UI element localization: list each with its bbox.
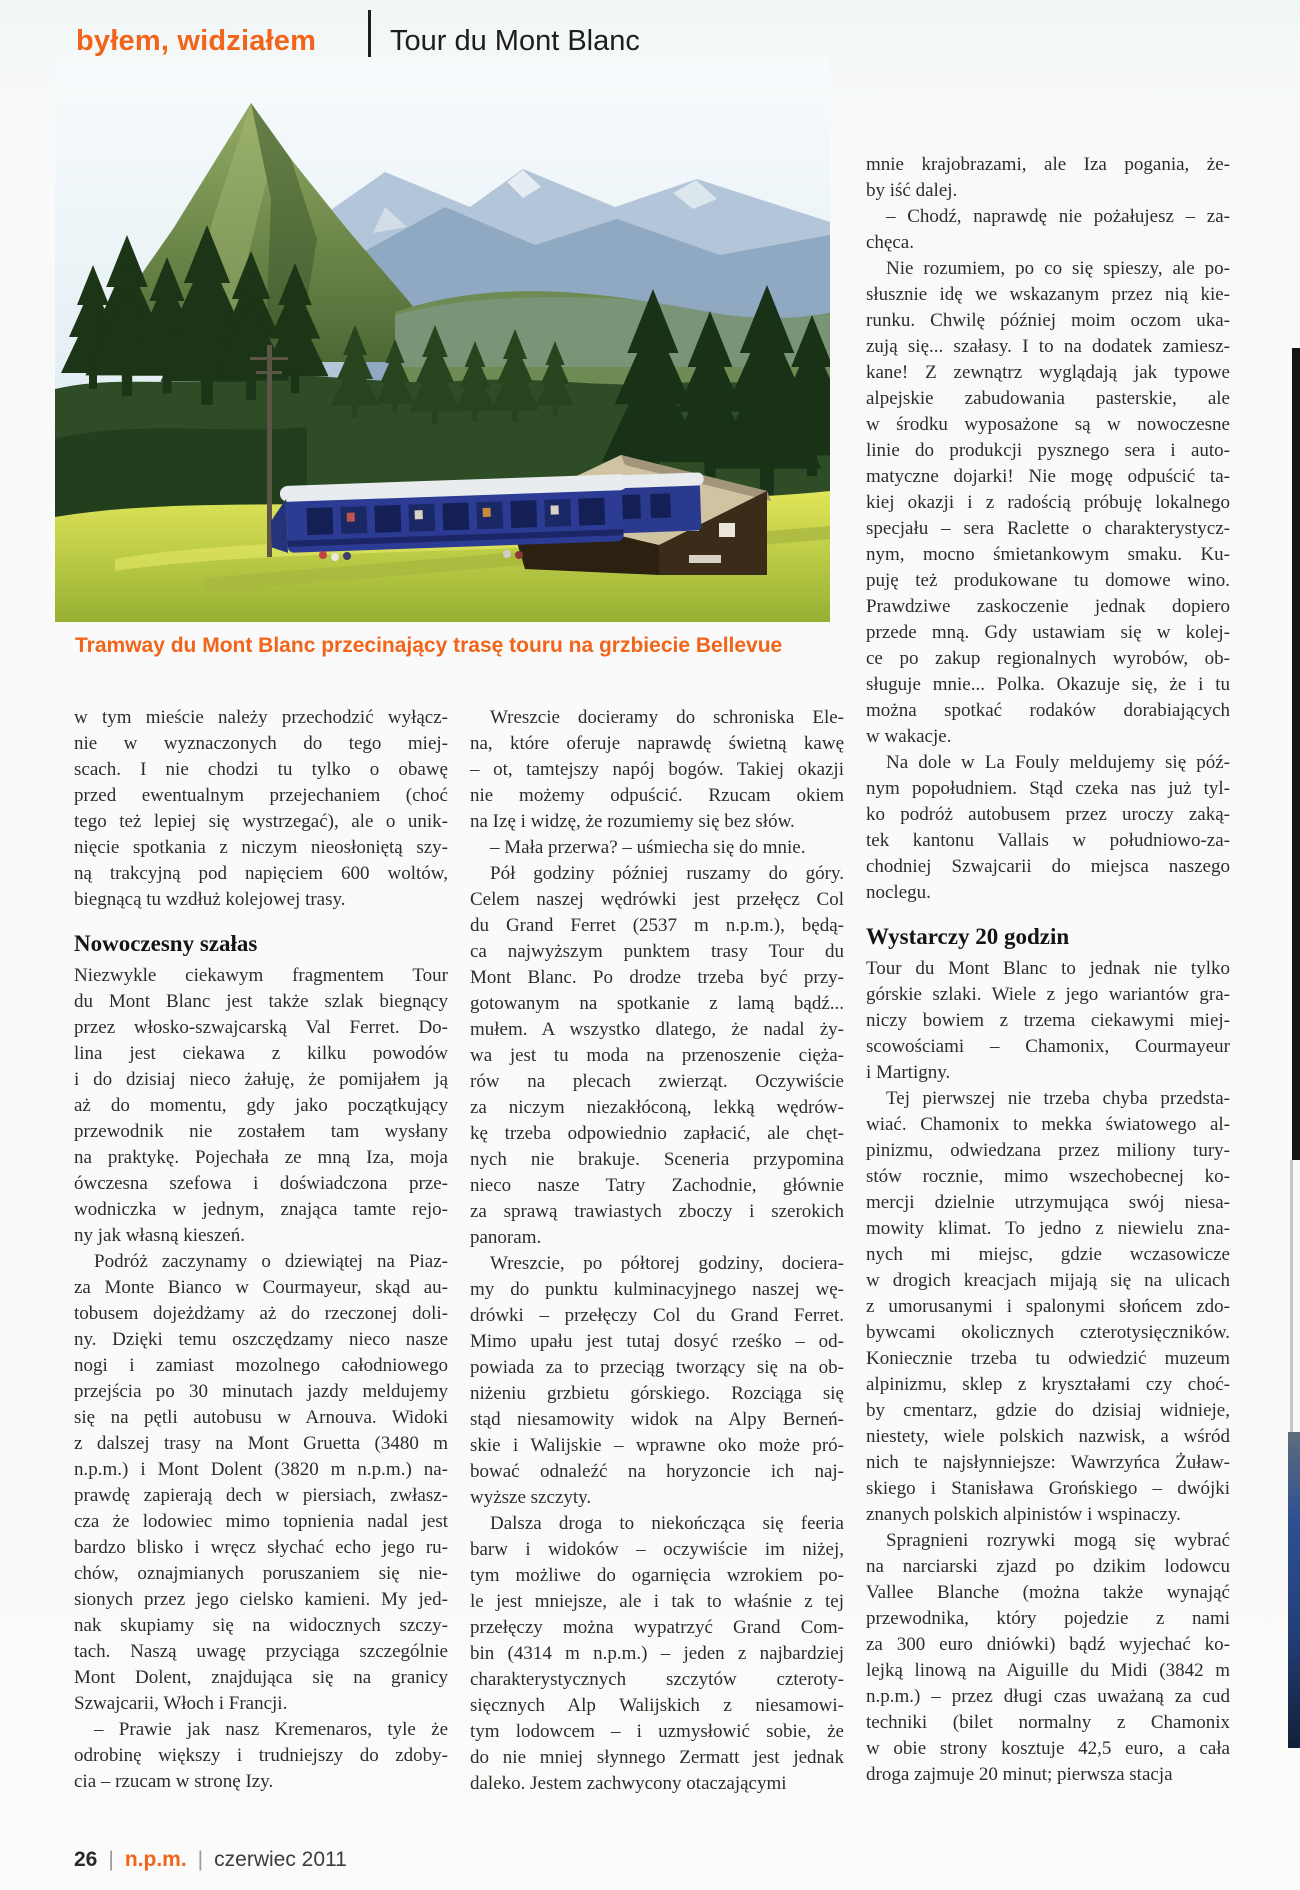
text-line: na Izę i widzę, że rozumiemy się bez słów.	[470, 811, 795, 832]
text-line: alpinizmu, sklep z kryształami czy choć-	[866, 1374, 1230, 1395]
text-line: charakterystycznych szczytów czteroty-	[470, 1669, 844, 1690]
text-line: linie do produkcji pysznego sera i auto-	[866, 440, 1230, 461]
text-line: specjału – sera Raclette o charakterystycz-	[866, 518, 1230, 539]
text-line: tobusem dojeżdżamy aż do rzeczonej doli-	[74, 1303, 448, 1324]
text-line: nie możemy odpuścić. Rzucam okiem	[470, 785, 844, 806]
text-line: Prawdziwe zaskoczenie jednak dopiero	[866, 596, 1230, 617]
text-line: na narciarski zjazd po dzikim lodowcu	[866, 1556, 1230, 1577]
text-line: w obie strony kosztuje 42,5 euro, a cała	[866, 1738, 1230, 1759]
text-line: mułem. A wszystko dlatego, że nadal ży-	[470, 1019, 844, 1040]
text-line: słusznie idę we wskazanym przez nią kie-	[866, 284, 1230, 305]
paragraph	[470, 861, 844, 1251]
text-line: tym możliwe do ogarnięcia wzrokiem po-	[470, 1565, 844, 1586]
text-line: le jest mniejsze, ale i tak to właśnie z tej	[470, 1591, 844, 1612]
footer-separator: |	[197, 1848, 204, 1871]
text-line: Pół godziny później ruszamy do góry.	[490, 863, 844, 884]
text-line: nak skupiamy się na widocznych szczy-	[74, 1615, 448, 1636]
text-line: alpejskie zabudowania pasterskie, ale	[866, 388, 1230, 409]
text-line: skie i Walijskie – wprawne oko może pró-	[470, 1435, 844, 1456]
text-line: nym popołudniem. Stąd czeka nas już tyl-	[866, 778, 1230, 799]
text-line: lina jest ciekawa z kilku powodów	[74, 1043, 448, 1064]
text-line: cza że lodowiec mimo topnienia nadal jest	[74, 1511, 448, 1532]
paragraph	[866, 152, 1230, 204]
text-line: zują się... szałasy. I to na dodatek zamiesz-	[866, 336, 1230, 357]
text-line: bardzo blisko i wręcz słychać echo jego ru-	[74, 1537, 448, 1558]
text-line: mnie krajobrazami, ale Iza pogania, że-	[866, 154, 1230, 175]
text-line: za 300 euro dniówki) bądź wyjechać ko-	[866, 1634, 1230, 1655]
text-line: przed ewentualnym przejechaniem (choć	[74, 785, 448, 806]
text-line: ca najwyższym punktem trasy Tour du	[470, 941, 844, 962]
text-line: Koniecznie trzeba tu odwiedzić muzeum	[866, 1348, 1230, 1369]
text-line: tek kantonu Vallais w południowo-za-	[866, 830, 1230, 851]
text-line: Tej pierwszej nie trzeba chyba przedsta-	[886, 1088, 1230, 1109]
text-line: chodniej Szwajcarii do miejsca naszego	[866, 856, 1230, 877]
paragraph	[866, 1086, 1230, 1528]
text-line: tym lodowcem – i uzmysłowić sobie, że	[470, 1721, 844, 1742]
paragraph	[866, 750, 1230, 906]
paragraph	[74, 1717, 448, 1795]
text-line: barw i widoków – oczywiście im niżej,	[470, 1539, 844, 1560]
paragraph	[866, 1528, 1230, 1788]
text-line: Niezwykle ciekawym fragmentem Tour	[74, 965, 448, 986]
text-line: i do dzisiaj nieco żałuję, że pomijałem ją	[74, 1069, 448, 1090]
paragraph	[470, 1511, 844, 1797]
text-line: Mont Dolent, znajdująca się na granicy	[74, 1667, 448, 1688]
text-line: nie w wyznaczonych do tego miej-	[74, 733, 448, 754]
text-line: stów rocznie, mimo wszechobecnej ko-	[866, 1166, 1230, 1187]
article-column-1	[74, 705, 448, 1795]
text-line: ny. Dzięki temu oszczędzamy nieco nasze	[74, 1329, 448, 1350]
section-label: byłem, widziałem	[76, 25, 317, 57]
text-line: Mont Blanc. Po drodze trzeba być przy-	[470, 967, 844, 988]
text-line: Wreszcie, po półtorej godziny, dociera-	[490, 1253, 844, 1274]
paragraph	[74, 705, 448, 913]
text-line: Dalsza droga to niekończąca się feeria	[490, 1513, 844, 1534]
text-line: mowity klimat. To jedno z niewielu zna-	[866, 1218, 1230, 1239]
text-line: du Grand Ferret (2537 m n.p.m.), będą-	[470, 915, 844, 936]
section-heading: Nowoczesny szałas	[74, 931, 258, 956]
paragraph	[866, 256, 1230, 750]
text-line: noclegu.	[866, 882, 931, 903]
text-line: się na pętli autobusu w Arnouva. Widoki	[74, 1407, 448, 1428]
text-line: cia – rzucam w stronę Izy.	[74, 1771, 274, 1792]
text-line: ko podróż autobusem przez uroczy zaką-	[866, 804, 1230, 825]
text-line: sługuje mnie... Polka. Okazuje się, że i tu	[866, 674, 1230, 695]
text-line: Nie rozumiem, po co się spieszy, ale po-	[886, 258, 1230, 279]
paragraph	[74, 1249, 448, 1717]
text-line: nieco nasze Tatry Zachodnie, głównie	[470, 1175, 844, 1196]
text-line: pinizmu, odwiedzana przez miliony tury-	[866, 1140, 1230, 1161]
text-line: Mimo upału jest tutaj dosyć rześko – od-	[470, 1331, 844, 1352]
text-line: – Mała przerwa? – uśmiecha się do mnie.	[490, 837, 806, 858]
photo-caption: Tramway du Mont Blanc przecinający trasę touru na grzbiecie Bellevue	[75, 634, 783, 657]
text-line: wiać. Chamonix to mekka światowego al-	[866, 1114, 1230, 1135]
text-line: sionych przez jego cielsko kamieni. My jed-	[74, 1589, 448, 1610]
paragraph	[470, 1251, 844, 1511]
text-line: n.p.m.) – przez długi czas uważaną za cud	[866, 1686, 1230, 1707]
text-line: puję też produkowane tu domowe wino.	[866, 570, 1230, 591]
text-line: wyższe szczyty.	[470, 1487, 592, 1508]
text-line: nym, mocno śmietankowym smaku. Ku-	[866, 544, 1230, 565]
paragraph	[470, 705, 844, 835]
text-line: przejścia po 30 minutach jazdy meldujemy	[74, 1381, 448, 1402]
text-line: w tym mieście należy przechodzić wyłącz-	[74, 707, 448, 728]
text-line: Vallee Blanche (można także wynająć	[866, 1582, 1230, 1603]
text-line: nych mi miejsc, gdzie wczasowicze	[866, 1244, 1230, 1265]
text-line: by iść dalej.	[866, 180, 958, 201]
text-line: tego też lepiej się wystrzegać), ale o unik-	[74, 811, 448, 832]
paragraph	[866, 956, 1230, 1086]
text-line: tach. Naszą uwagę przyciąga szczególnie	[74, 1641, 448, 1662]
magazine-name: n.p.m.	[124, 1848, 187, 1871]
text-line: bować odnaleźć na horyzoncie ich naj-	[470, 1461, 844, 1482]
article-photo	[55, 57, 830, 622]
text-line: chów, oznajmianych poruszaniem się nie-	[74, 1563, 448, 1584]
text-line: drówki – przełęczy Col du Grand Ferret.	[470, 1305, 844, 1326]
text-line: nych nie brakuje. Sceneria przypomina	[470, 1149, 844, 1170]
text-line: stąd niesamowity widok na Alpy Berneń-	[470, 1409, 844, 1430]
text-line: bin (4314 m n.p.m.) – jeden z najbardziej	[470, 1643, 844, 1664]
text-line: Wreszcie docieramy do schroniska Ele-	[490, 707, 844, 728]
text-line: za niczym niezakłóconą, lekką wędrów-	[470, 1097, 844, 1118]
text-line: kane! Z zewnątrz wyglądają jak typowe	[866, 362, 1230, 383]
text-line: w drogich kreacjach mijają się na ulicach	[866, 1270, 1230, 1291]
text-line: n.p.m.) i Mont Dolent (3820 m n.p.m.) na-	[74, 1459, 448, 1480]
text-line: niestety, wiele polskich nazwisk, a wśród	[866, 1426, 1230, 1447]
text-line: bywcami okolicznych czterotysięczników.	[866, 1322, 1230, 1343]
text-line: znanych polskich alpinistów i wspinaczy.	[866, 1504, 1181, 1525]
paragraph	[470, 835, 844, 861]
text-line: scach. I nie chodzi tu tylko o obawę	[74, 759, 448, 780]
text-line: skiego i Stanisława Grońskiego – dwójki	[866, 1478, 1230, 1499]
text-line: aż do momentu, gdy jako początkujący	[74, 1095, 448, 1116]
text-line: można spotkać rodaków dorabiających	[866, 700, 1230, 721]
text-line: niczy bowiem z trzema ciekawymi miej-	[866, 1010, 1230, 1031]
text-line: powiada za to przeciąg tworzący się na ob-	[470, 1357, 844, 1378]
text-line: górskie szlaki. Wiele z jego wariantów gra-	[866, 984, 1230, 1005]
text-line: – Chodź, naprawdę nie pożałujesz – za-	[886, 206, 1230, 227]
text-line: nięcie spotkania z niczym nieosłoniętą szy-	[74, 837, 448, 858]
text-line: za Monte Bianco w Courmayeur, skąd au-	[74, 1277, 448, 1298]
text-line: du Mont Blanc jest także szlak biegnący	[74, 991, 448, 1012]
text-line: techniki (bilet normalny z Chamonix	[866, 1712, 1230, 1733]
text-line: ny jak własną kieszeń.	[74, 1225, 245, 1246]
text-line: nich te najsłynniejsze: Wawrzyńca Żuław-	[866, 1452, 1230, 1473]
issue-date: czerwiec 2011	[214, 1848, 347, 1871]
text-line: do nie mniej słynnego Zermatt jest jednak	[470, 1747, 844, 1768]
footer-separator: |	[108, 1848, 114, 1871]
paragraph	[866, 204, 1230, 256]
article-column-2	[470, 705, 844, 1797]
text-line: Podróż zaczynamy o dziewiątej na Piaz-	[94, 1251, 448, 1272]
text-line: Tour du Mont Blanc to jednak nie tylko	[866, 958, 1230, 979]
text-line: by cmentarz, gdzie do dzisiaj widnieje,	[866, 1400, 1230, 1421]
text-line: przewodnika, który pojedzie z nami	[866, 1608, 1230, 1629]
text-line: chęca.	[866, 232, 914, 253]
text-line: runku. Chwilę później moim oczom uka-	[866, 310, 1230, 331]
text-line: – Prawie jak nasz Kremenaros, tyle że	[94, 1719, 448, 1740]
text-line: z umorusanymi i spalonymi słońcem zdo-	[866, 1296, 1230, 1317]
article-column-3	[866, 152, 1230, 1788]
text-line: wa jest tu moda na przenoszenie cięża-	[470, 1045, 844, 1066]
text-line: z dalszej trasy na Mont Gruetta (3480 m	[74, 1433, 448, 1454]
text-line: ce po zakup regionalnych wyrobów, ob-	[866, 648, 1230, 669]
text-line: Szwajcarii, Włoch i Francji.	[74, 1693, 288, 1714]
text-line: odrobinę większy i trudniejszy do zdoby-	[74, 1745, 448, 1766]
text-line: panoram.	[470, 1227, 542, 1248]
text-line: kiej okazji i z radością próbuję lokalnego	[866, 492, 1230, 513]
text-line: przełęczy można wypatrzyć Grand Com-	[470, 1617, 844, 1638]
text-line: w środku wyposażone są w nowoczesne	[866, 414, 1230, 435]
scan-edge-gray-line	[1290, 1160, 1293, 1432]
page-number: 26	[74, 1848, 98, 1871]
text-line: za sprawą trawiastych zboczy i szerokich	[470, 1201, 844, 1222]
text-line: ną trakcyjną pod napięciem 600 woltów,	[74, 863, 448, 884]
text-line: biegnącą tu wzdłuż kolejowej trasy.	[74, 889, 346, 910]
text-line: my do punktu kulminacyjnego naszej wę-	[470, 1279, 844, 1300]
text-line: niżeniu grzbietu górskiego. Rozciąga się	[470, 1383, 844, 1404]
text-line: daleko. Jestem zachwycony otaczającymi	[470, 1773, 787, 1794]
paragraph	[74, 963, 448, 1249]
page-footer	[74, 1847, 347, 1873]
text-line: przede mną. Gdy ustawiam się w kolej-	[866, 622, 1230, 643]
text-line: na, które oferuje naprawdę świetną kawę	[470, 733, 844, 754]
text-line: Na dole w La Fouly meldujemy się póź-	[886, 752, 1230, 773]
text-line: ówczesna szefowa i doświadczona prze-	[74, 1173, 448, 1194]
text-line: Celem naszej wędrówki jest przełęcz Col	[470, 889, 844, 910]
text-line: gotowanym na spotkanie z lamą bądź...	[470, 993, 844, 1014]
text-line: na praktykę. Pojechała ze mną Iza, moja	[74, 1147, 448, 1168]
text-line: mercji dzielnie utrzymująca swój niesa-	[866, 1192, 1230, 1213]
text-line: prawdę zapierają dech w piersiach, zwłasz-	[74, 1485, 448, 1506]
text-line: lejką linową na Aiguille du Midi (3842 m	[866, 1660, 1230, 1681]
text-line: sięcznych Alp Walijskich z niesamowi-	[470, 1695, 844, 1716]
scan-edge-dark-strip	[1292, 348, 1300, 1160]
text-line: kę trzeba odpowiednio zapłacić, ale chęt-	[470, 1123, 844, 1144]
text-line: droga zajmuje 20 minut; pierwsza stacja	[866, 1764, 1173, 1785]
text-line: – ot, tamtejszy napój bogów. Takiej okazji	[470, 759, 844, 780]
text-line: przewodnik nie zostałem tam wysłany	[74, 1121, 448, 1142]
text-line: nogi i zamiast mozolnego całodniowego	[74, 1355, 448, 1376]
text-line: rów na plecach zwierząt. Oczywiście	[470, 1071, 844, 1092]
article-title: Tour du Mont Blanc	[390, 25, 640, 57]
scan-edge-photo-bleed	[1288, 1432, 1300, 1748]
text-line: w wakacje.	[866, 726, 952, 747]
text-line: matyczne dojarki! Nie mogę odpuścić ta-	[866, 466, 1230, 487]
text-line: wodniczka w jednym, znająca tamte rejo-	[74, 1199, 448, 1220]
text-line: Spragnieni rozrywki mogą się wybrać	[886, 1530, 1230, 1551]
photo-illustration	[55, 57, 830, 622]
text-line: przez włosko-szwajcarską Val Ferret. Do-	[74, 1017, 448, 1038]
text-line: i Martigny.	[866, 1062, 951, 1083]
text-line: scowościami – Chamonix, Courmayeur	[866, 1036, 1230, 1057]
section-heading: Wystarczy 20 godzin	[866, 924, 1070, 949]
